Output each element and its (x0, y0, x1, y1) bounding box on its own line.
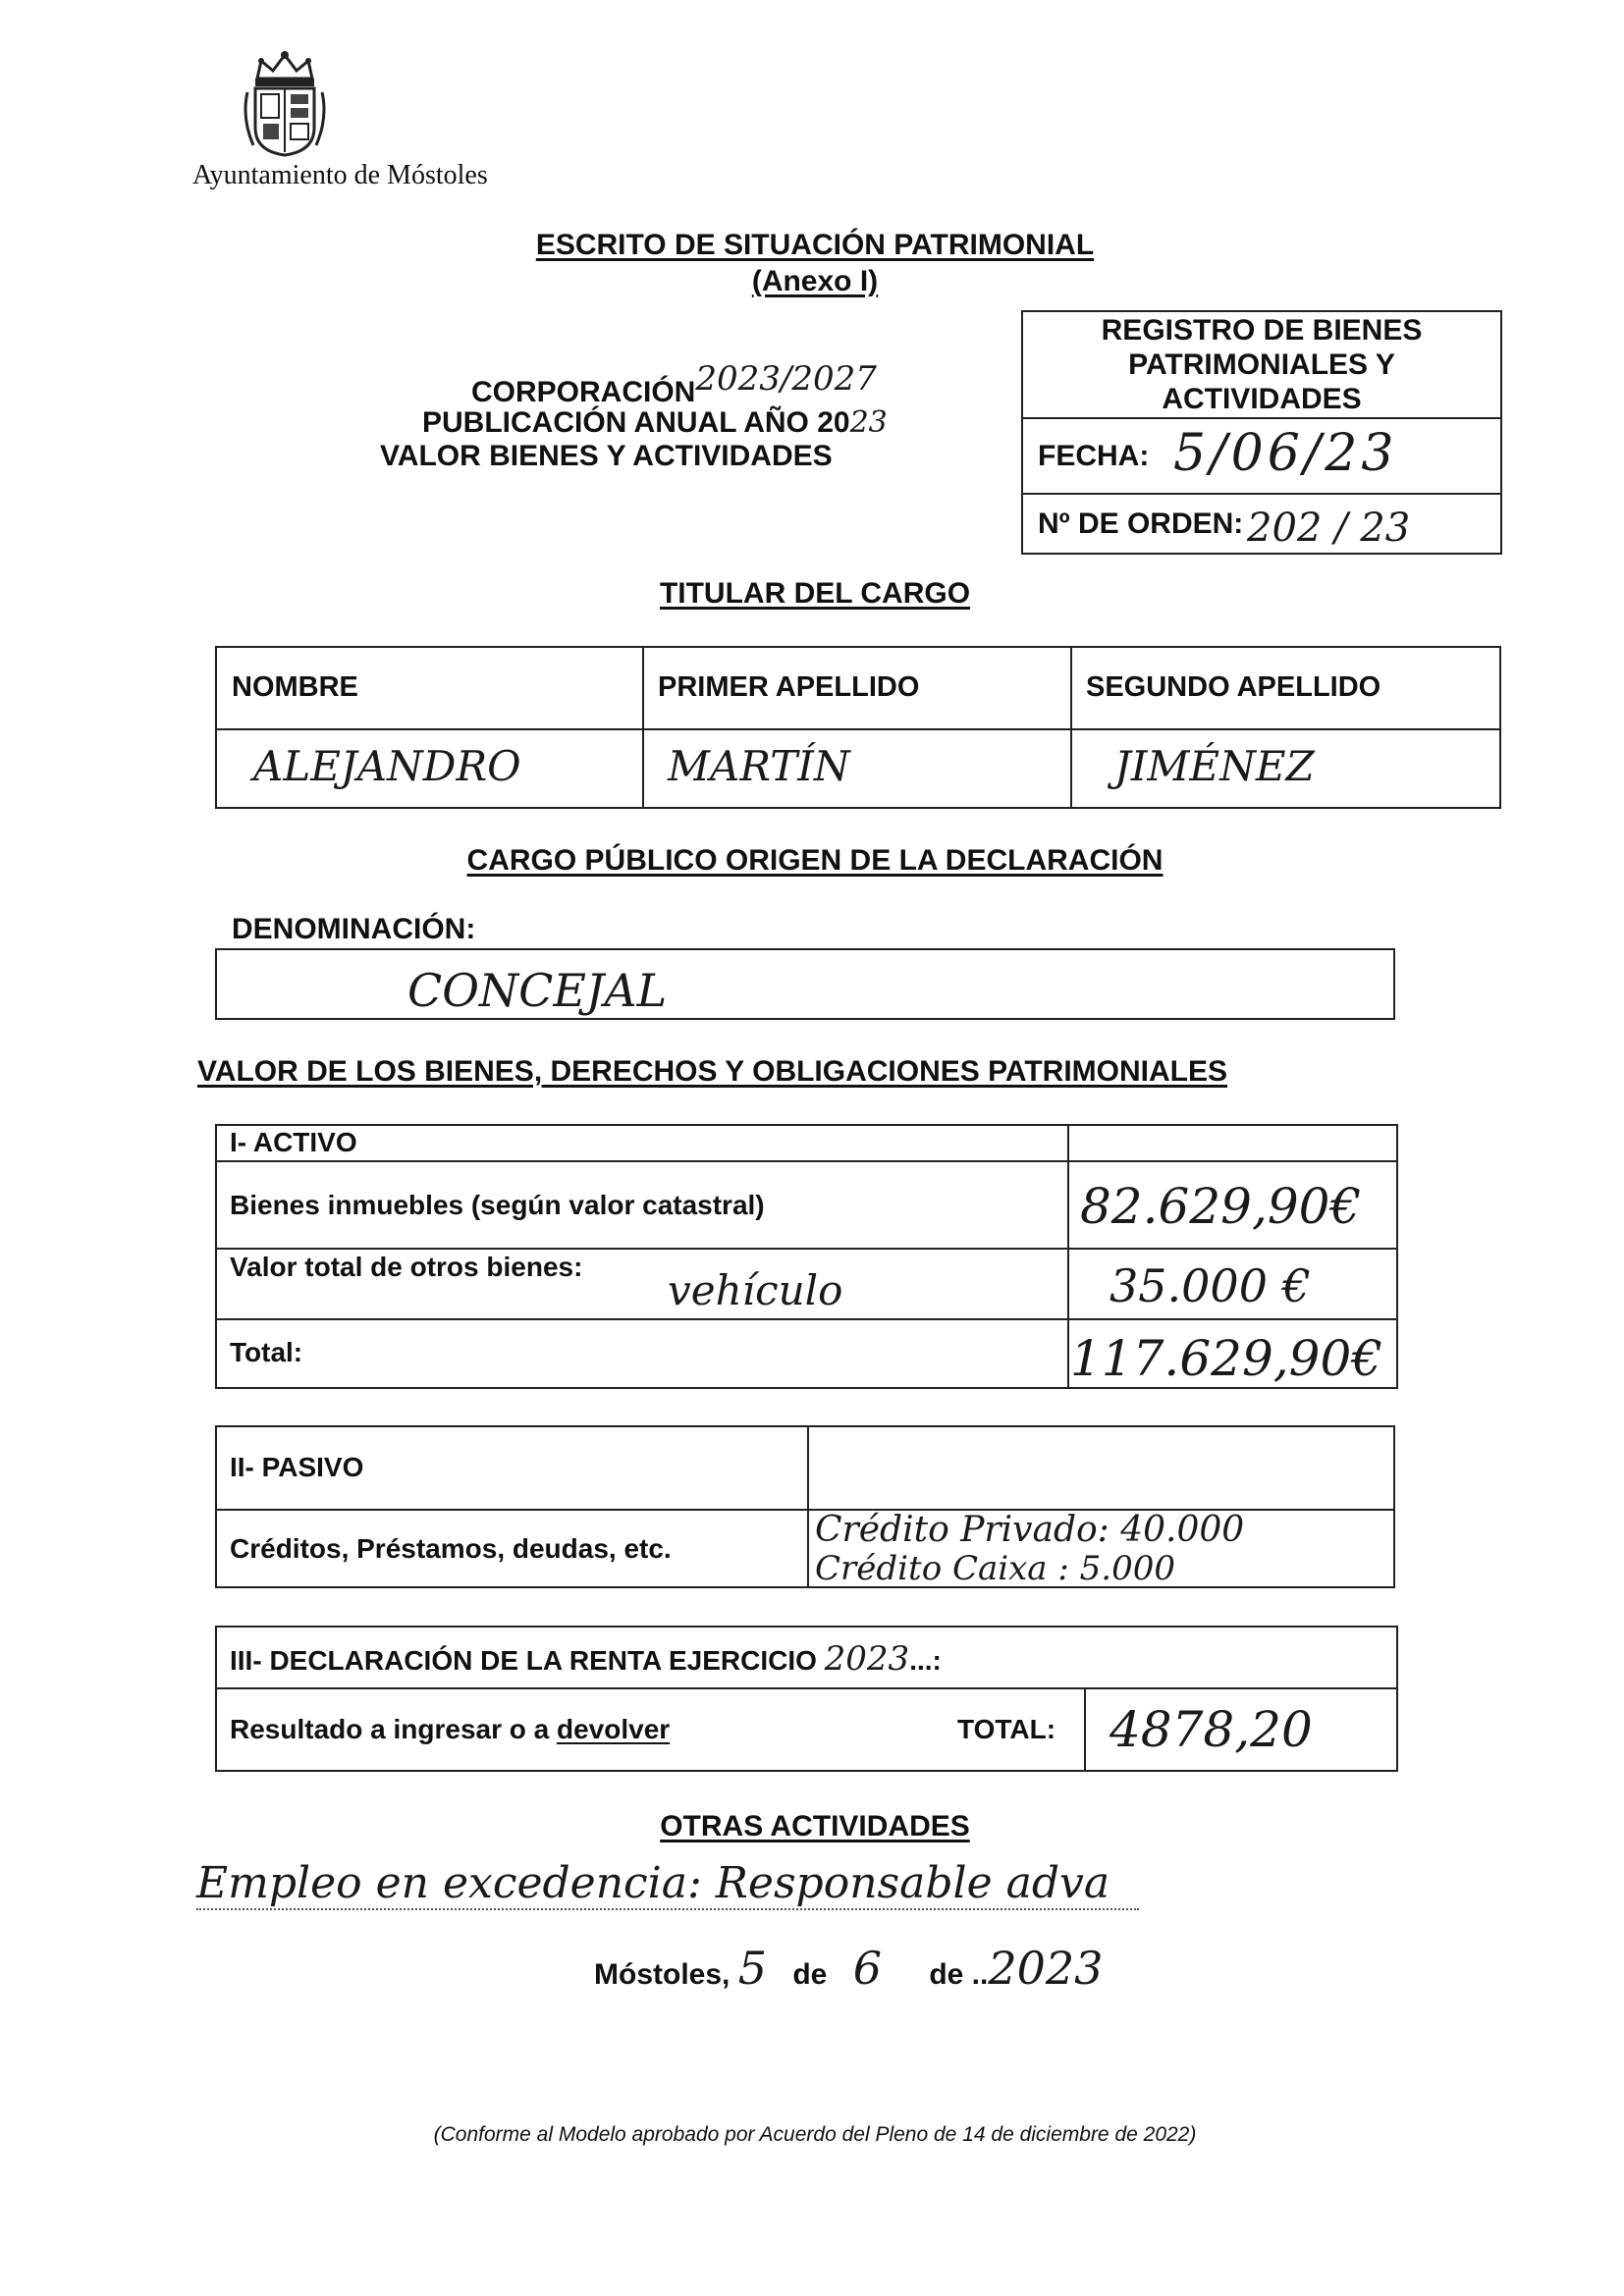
denominacion-label: DENOMINACIÓN: (232, 913, 476, 945)
orden-label: Nº DE ORDEN: (1038, 507, 1244, 540)
cargo-section-title: CARGO PÚBLICO ORIGEN DE LA DECLARACIÓN (466, 844, 1164, 877)
registro-title-1: REGISTRO DE BIENES (1101, 314, 1423, 347)
renta-header-suffix: ...: (909, 1645, 942, 1676)
titular-col-divider-2 (1070, 646, 1072, 809)
activo-row-divider-3 (215, 1318, 1398, 1320)
inmuebles-value: 82.629,90€ (1080, 1178, 1362, 1235)
segundo-apellido-header: SEGUNDO APELLIDO (1086, 671, 1381, 703)
firma-line (594, 1942, 1103, 1995)
activo-row-divider-1 (215, 1160, 1398, 1162)
publicacion-label: PUBLICACIÓN ANUAL AÑO 20 (422, 406, 850, 439)
firma-day: 5 (737, 1942, 767, 1995)
otros-value: 35.000 € (1110, 1259, 1311, 1312)
valor-bienes-label: VALOR BIENES Y ACTIVIDADES (380, 440, 833, 472)
renta-year: 2023 (824, 1639, 910, 1679)
otros-label: Valor total de otros bienes: (230, 1252, 583, 1282)
primer-apellido-header: PRIMER APELLIDO (658, 671, 920, 703)
fecha-label: FECHA: (1038, 440, 1150, 472)
document-subtitle: (Anexo I) (751, 265, 879, 297)
primer-apellido-value: MARTÍN (668, 742, 850, 790)
titular-col-divider-1 (642, 646, 644, 809)
denominacion-value: CONCEJAL (407, 964, 668, 1017)
publicacion-value: 23 (849, 405, 888, 440)
titular-row-divider (215, 728, 1501, 730)
orden-value: 202 / 23 (1247, 506, 1411, 551)
pasivo-col-divider (807, 1425, 809, 1588)
pasivo-line-1: Crédito Privado: 40.000 (815, 1510, 1245, 1550)
registro-title-3: ACTIVIDADES (1162, 383, 1362, 415)
publicacion-line (422, 405, 888, 440)
renta-header (230, 1639, 942, 1679)
renta-total-value: 4878,20 (1110, 1701, 1313, 1758)
corporacion-value: 2023/2027 (695, 359, 877, 399)
renta-total-label: TOTAL: (957, 1714, 1056, 1744)
activo-col-divider (1067, 1124, 1069, 1389)
document-title: ESCRITO DE SITUACIÓN PATRIMONIAL (535, 229, 1095, 261)
renta-row-divider (215, 1687, 1398, 1689)
firma-year: 2023 (988, 1942, 1104, 1995)
fecha-value: 5/06/23 (1173, 424, 1398, 483)
nombre-value: ALEJANDRO (253, 742, 521, 790)
denominacion-box (215, 948, 1395, 1020)
renta-header-prefix: III- DECLARACIÓN DE LA RENTA EJERCICIO (230, 1645, 825, 1676)
resultado-prefix: Resultado a ingresar o a (230, 1714, 557, 1744)
total-label: Total: (230, 1337, 303, 1367)
otros-note: vehículo (668, 1266, 843, 1314)
activo-row-divider-2 (215, 1248, 1398, 1250)
total-value: 117.629,90€ (1070, 1330, 1383, 1387)
registro-divider-1 (1021, 417, 1502, 419)
otras-text: Empleo en excedencia: Responsable adva (196, 1858, 1139, 1910)
pasivo-header: II- PASIVO (230, 1452, 364, 1482)
renta-col-divider (1084, 1687, 1086, 1772)
registro-divider-2 (1021, 493, 1502, 495)
corporacion-line (471, 359, 877, 410)
firma-de-1: de (792, 1958, 828, 1991)
titular-section-title: TITULAR DEL CARGO (659, 577, 971, 610)
valor-section-title: VALOR DE LOS BIENES, DERECHOS Y OBLIGACIONES PATRIMONIALES (197, 1055, 1228, 1088)
org-name: Ayuntamiento de Móstoles (192, 160, 488, 190)
activo-header: I- ACTIVO (230, 1127, 357, 1157)
nombre-header: NOMBRE (232, 671, 358, 703)
firma-month: 6 (852, 1942, 882, 1995)
firma-place: Móstoles, (594, 1958, 731, 1991)
registro-title-2: PATRIMONIALES Y (1128, 348, 1395, 381)
resultado-label (230, 1714, 670, 1745)
corporacion-label: CORPORACIÓN (471, 376, 696, 408)
inmuebles-label: Bienes inmuebles (según valor catastral) (230, 1190, 765, 1220)
firma-de-2: de .. (929, 1958, 989, 1991)
resultado-underlined: devolver (557, 1714, 671, 1744)
segundo-apellido-value: JIMÉNEZ (1114, 742, 1315, 790)
coat-of-arms-logo (236, 49, 334, 159)
creditos-label: Créditos, Préstamos, deudas, etc. (230, 1533, 672, 1564)
otras-section-title: OTRAS ACTIVIDADES (660, 1810, 970, 1842)
footer-note: (Conforme al Modelo aprobado por Acuerdo del Pleno de 14 de diciembre de 2022) (433, 2123, 1197, 2146)
pasivo-line-2: Crédito Caixa : 5.000 (815, 1549, 1175, 1588)
